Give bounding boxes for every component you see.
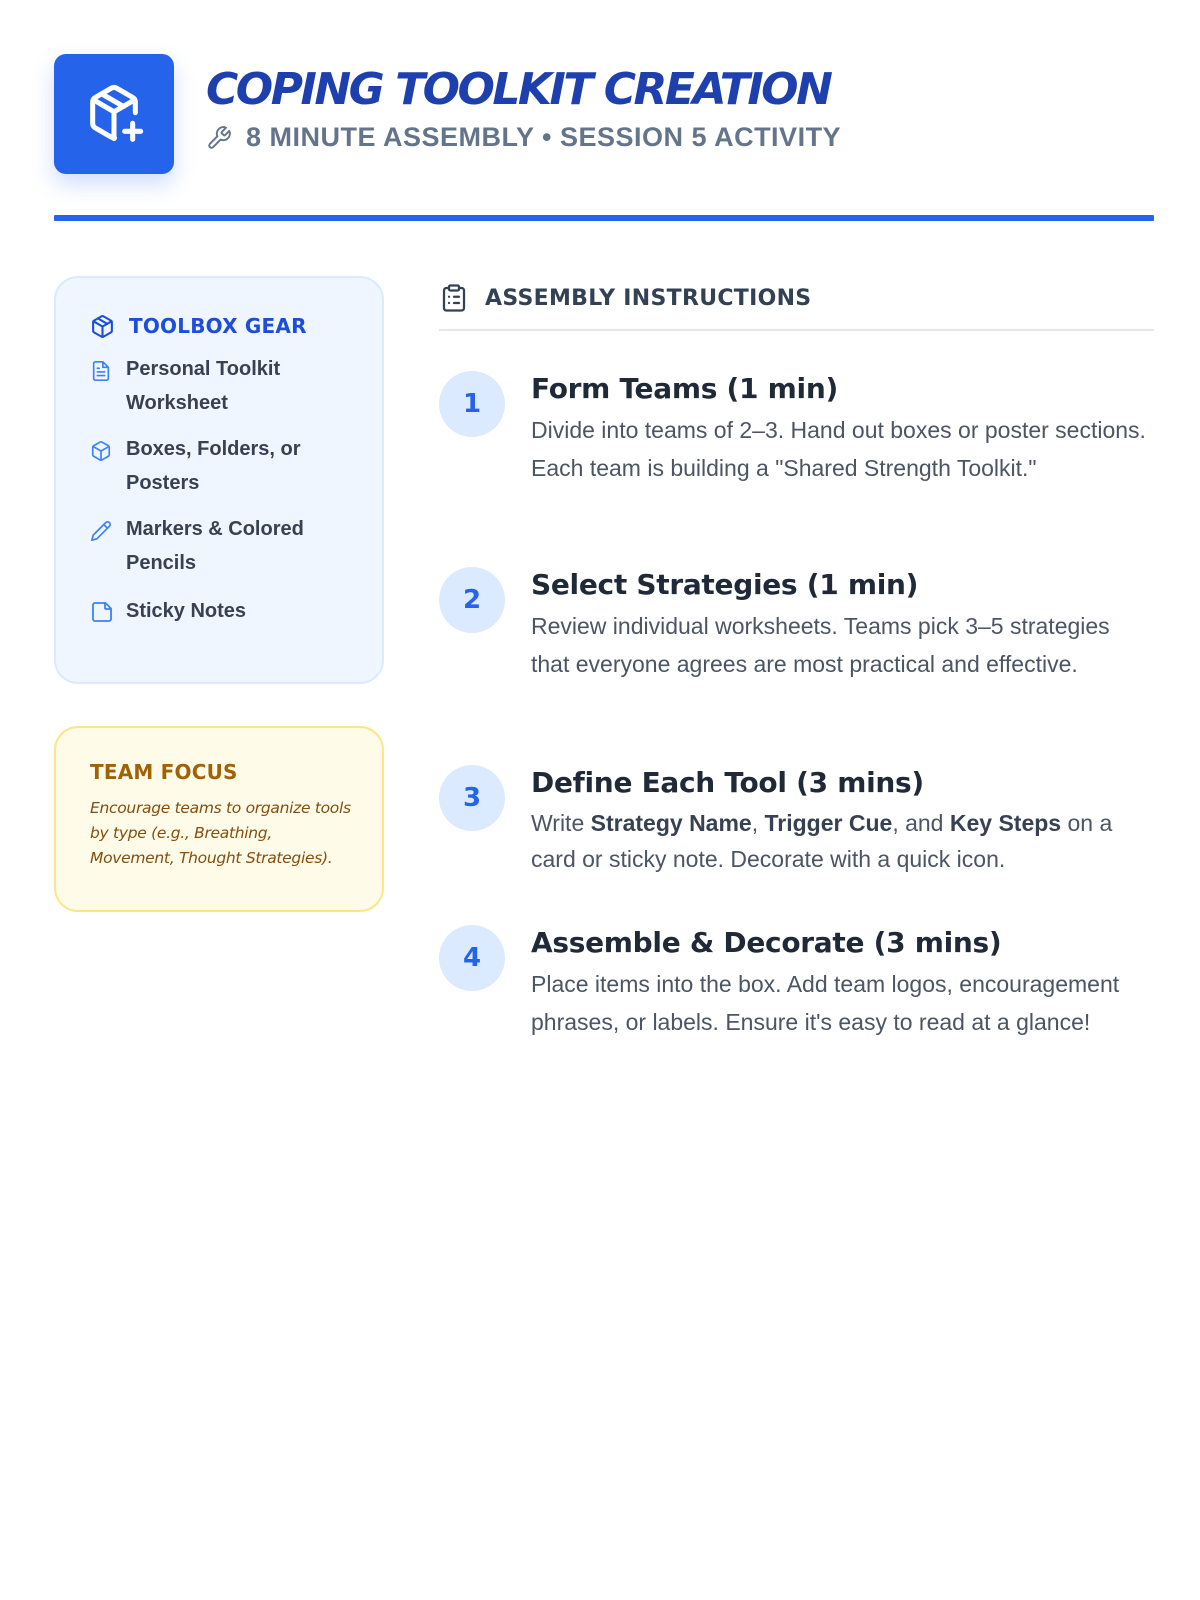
step-body xyxy=(531,371,1154,487)
gear-item-sticky-notes xyxy=(90,598,352,629)
step-title: Define Each Tool (3 mins) xyxy=(531,766,924,799)
gear-item-boxes xyxy=(90,438,352,500)
pencil-icon xyxy=(90,520,112,542)
header-divider xyxy=(54,215,1154,221)
step-description: Review individual worksheets. Teams pick 3–5 strategies that everyone agrees are most practical and effective. xyxy=(531,613,1110,677)
step-description-strong: Key Steps xyxy=(949,810,1062,836)
title-block xyxy=(206,54,841,153)
step-title: Form Teams (1 min) xyxy=(531,372,838,405)
step-number: 3 xyxy=(439,765,505,831)
gear-heading-label: TOOLBOX GEAR xyxy=(129,314,307,338)
section-header xyxy=(439,276,1154,318)
gear-item-markers xyxy=(90,518,352,580)
team-focus-body: Encourage teams to organize tools by type (e.g., Breathing, Movement, Thought Strategies). xyxy=(90,799,351,867)
step-description-text: Write xyxy=(531,810,591,836)
step-description-text: , and xyxy=(892,810,950,836)
page-header xyxy=(54,54,1154,174)
gear-item-label: Boxes, Folders, or Posters xyxy=(126,438,301,494)
wrench-icon xyxy=(206,125,232,151)
gear-heading xyxy=(90,308,352,344)
step-description-strong: Strategy Name xyxy=(590,810,752,836)
box-icon xyxy=(90,440,112,462)
page-title: COPING TOOLKIT CREATION xyxy=(206,64,831,115)
activity-page xyxy=(54,54,1154,1035)
clipboard-list-icon xyxy=(439,283,469,313)
gear-item-label: Sticky Notes xyxy=(126,600,247,622)
team-focus-title: TEAM FOCUS xyxy=(90,760,238,784)
step-body xyxy=(531,925,1154,1041)
step-description: Place items into the box. Add team logos, encouragement phrases, or labels. Ensure it's easy to read at a glance! xyxy=(531,971,1120,1035)
page-subtitle: 8 MINUTE ASSEMBLY • SESSION 5 ACTIVITY xyxy=(246,122,842,152)
toolbox-gear-card xyxy=(54,276,384,684)
team-focus-card xyxy=(54,726,384,912)
gear-item-worksheet xyxy=(90,358,352,420)
step-description-strong: Trigger Cue xyxy=(764,810,893,836)
step-body xyxy=(531,765,1154,877)
document-icon xyxy=(90,360,112,382)
step-title: Select Strategies (1 min) xyxy=(531,568,919,601)
step-item xyxy=(439,567,1154,765)
gear-list xyxy=(90,358,352,629)
step-description xyxy=(531,805,1154,877)
step-body xyxy=(531,567,1154,683)
section-title: ASSEMBLY INSTRUCTIONS xyxy=(485,285,812,311)
step-item xyxy=(439,765,1154,925)
gear-item-label: Markers & Colored Pencils xyxy=(126,518,304,574)
step-description: Divide into teams of 2–3. Hand out boxes or poster sections. Each team is building a "Shared Strength Toolkit." xyxy=(531,417,1146,481)
step-item xyxy=(439,925,1154,1041)
step-number: 4 xyxy=(439,925,505,991)
step-title: Assemble & Decorate (3 mins) xyxy=(531,926,1002,959)
subtitle-row xyxy=(206,122,841,153)
step-item xyxy=(439,371,1154,567)
sticky-note-icon xyxy=(90,600,114,624)
package-icon xyxy=(90,314,115,339)
step-list xyxy=(439,371,1154,1041)
step-description-text: , xyxy=(751,810,765,836)
step-description-text: on a card or sticky note. Decorate with a quick icon. xyxy=(531,810,1113,872)
section-divider xyxy=(439,329,1154,331)
box-plus-icon xyxy=(82,82,146,146)
gear-item-label: Personal Toolkit Worksheet xyxy=(126,358,281,414)
assembly-instructions xyxy=(439,276,1154,1041)
step-number: 1 xyxy=(439,371,505,437)
logo-badge xyxy=(54,54,174,174)
step-number: 2 xyxy=(439,567,505,633)
sidebar xyxy=(54,276,384,912)
